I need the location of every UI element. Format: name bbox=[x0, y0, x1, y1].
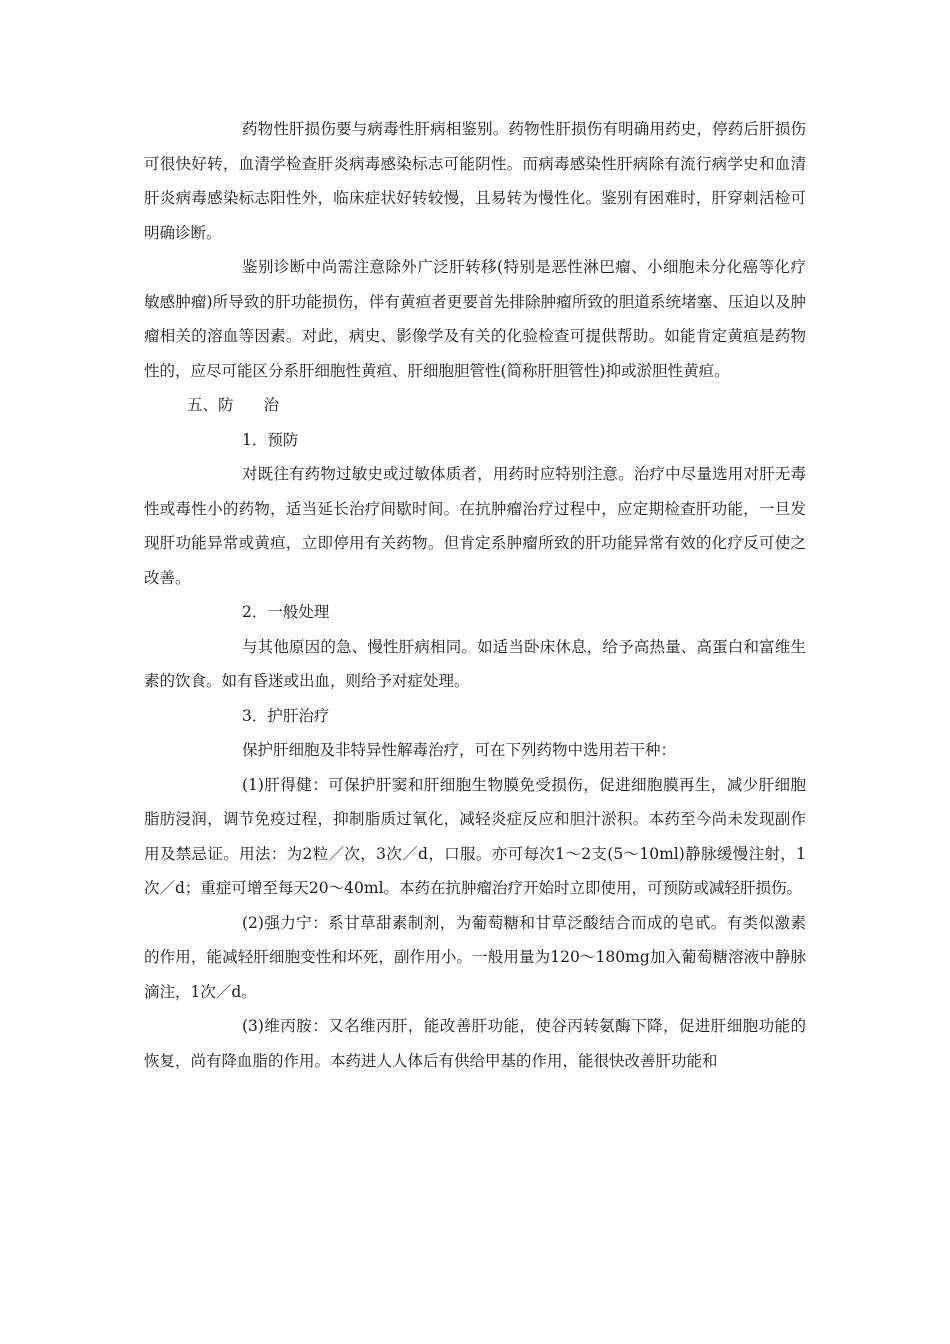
paragraph-prevention: 对既往有药物过敏史或过敏体质者，用药时应特别注意。治疗中尽量选用对肝无毒性或毒性小的药物，适当延长治疗间歇时间。在抗肿瘤治疗过程中，应定期检查肝功能，一旦发现肝功能异常或黄疸，立即停用有关药物。但肯定系肿瘤所致的肝功能异常有效的化疗反可使之改善。 bbox=[144, 465, 806, 587]
paragraph-drug-1: (1)肝得健：可保护肝窦和肝细胞生物膜免受损伤，促进细胞膜再生，减少肝细胞脂肪浸润，调节免疫过程，抑制脂质过氧化，减轻炎症反应和胆汁淤积。本药至今尚未发现副作用及禁忌证。用法：为2粒／次，3次／d，口服。亦可每次1～2支(5～10ml)静脉缓慢注射，1次／d；重症可增至每天20～40ml。本药在抗肿瘤治疗开始时立即使用，可预防或减轻肝损伤。 bbox=[144, 775, 806, 897]
paragraph-general-care: 与其他原因的急、慢性肝病相同。如适当卧床休息，给予高热量、高蛋白和富维生素的饮食。如有昏迷或出血，则给予对症处理。 bbox=[144, 637, 806, 690]
paragraph-liver-protection-intro: 保护肝细胞及非特异性解毒治疗，可在下列药物中选用若干种： bbox=[242, 741, 677, 759]
paragraph-differential-metastasis: 鉴别诊断中尚需注意除外广泛肝转移(特别是恶性淋巴瘤、小细胞未分化癌等化疗敏感肿瘤)所导致的肝功能损伤，伴有黄疸者更要首先排除肿瘤所致的胆道系统堵塞、压迫以及肿瘤相关的溶血等因素。对此，病史、影像学及有关的化验检查可提供帮助。如能肯定黄疸是药物性的，应尽可能区分系肝细胞性黄疸、肝细胞胆管性(简称肝胆管性)抑或淤胆性黄疸。 bbox=[144, 258, 806, 380]
section-number: 五、防 bbox=[187, 396, 234, 414]
section-heading bbox=[144, 388, 806, 423]
paragraph-differential-viral: 药物性肝损伤要与病毒性肝病相鉴别。药物性肝损伤有明确用药史，停药后肝损伤可很快好转，血清学检查肝炎病毒感染标志可能阴性。而病毒感染性肝病除有流行病学史和血清肝炎病毒感染标志阳性外，临床症状好转较慢，且易转为慢性化。鉴别有困难时，肝穿刺活检可明确诊断。 bbox=[144, 120, 806, 242]
subheading-liver-protection: 3．护肝治疗 bbox=[242, 706, 330, 725]
subheading-prevention: 1．预防 bbox=[242, 430, 299, 449]
section-title: 治 bbox=[263, 396, 280, 414]
document-body bbox=[144, 112, 806, 1078]
subheading-general-care: 2．一般处理 bbox=[242, 603, 330, 621]
paragraph-drug-3: (3)维丙胺：又名维丙肝，能改善肝功能，使谷丙转氨酶下降，促进肝细胞功能的恢复，尚有降血脂的作用。本药进人人体后有供给甲基的作用，能很快改善肝功能和 bbox=[144, 1017, 806, 1070]
paragraph-drug-2: (2)强力宁：系甘草甜素制剂，为葡萄糖和甘草泛酸结合而成的皂甙。有类似激素的作用，能减轻肝细胞变性和坏死，副作用小。一般用量为120～180mg加入葡萄糖溶液中静脉滴注，1次／d。 bbox=[144, 913, 806, 1001]
